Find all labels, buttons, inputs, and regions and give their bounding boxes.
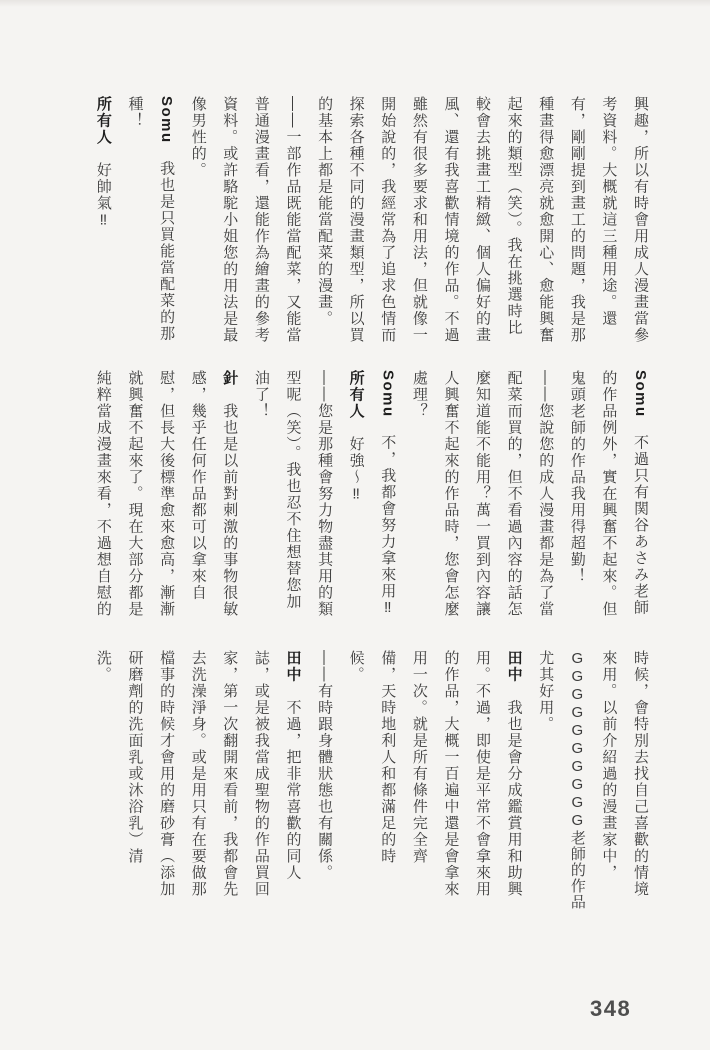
text-column: 種畫得愈漂亮就愈開心、愈能興奮	[537, 96, 555, 344]
text-column: 開始說的，我經常為了追求色情而	[379, 96, 397, 344]
text-column: 就興奮不起來了。現在大部分都是	[126, 370, 144, 618]
dialogue-column: Somu 我也是只買能當配菜的那	[158, 96, 176, 342]
text-column: 檔事的時候才會用的磨砂膏（添加	[158, 650, 176, 898]
text-column: 時候，會特別去找自己喜歡的情境	[632, 650, 649, 898]
page-top-scan-edge	[0, 0, 710, 7]
text-column: 型呢（笑）。我也忍不住想替您加	[284, 370, 302, 610]
dialogue-column: 針 我也是以前對刺激的事物很敏	[221, 370, 239, 618]
text-column: 慰，但長大後標準愈來愈高，漸漸	[158, 370, 176, 618]
text-column: 去洗澡淨身。或是用只有在要做那	[189, 650, 207, 898]
text-column: 鬼頭老師的作品我用得超勤！	[568, 370, 586, 585]
speaker-label: 所有人	[347, 370, 365, 420]
page-number: 348	[590, 996, 632, 1021]
text-column: 的作品，大概一百遍中還是會拿來	[442, 650, 460, 898]
speaker-label: Somu	[158, 96, 176, 144]
text-column: 用。不過，即使是平常不會拿來用	[474, 650, 492, 898]
text-column: 興趣，所以有時會用成人漫畫當參	[632, 96, 649, 344]
text-column: 用一次。就是所有條件完全齊	[410, 650, 428, 865]
speaker-label: 所有人	[94, 96, 112, 146]
text-band-bottom	[87, 650, 656, 910]
speaker-label: Somu	[379, 370, 397, 418]
text-column: ——一部作品既能當配菜，又能當	[284, 96, 302, 344]
text-column: 候。	[347, 650, 365, 683]
text-column: 雖然有很多要求和用法，但就像一	[410, 96, 428, 344]
dialogue-column: 田中 我也是會分成鑑賞用和助興	[505, 650, 523, 898]
text-column: 考資料。大概就這三種用途。還	[600, 96, 618, 327]
text-column: 尤其好用。	[537, 650, 555, 733]
dialogue-column: 田中 不過，把非常喜歡的同人	[284, 650, 302, 881]
text-column: 普通漫畫看，還能作為繪畫的參考	[252, 96, 270, 344]
text-column: 探索各種不同的漫畫類型，所以買	[347, 96, 365, 344]
text-column: 起來的類型（笑）。我在挑選時比	[505, 96, 523, 336]
dialogue-column: 所有人 好強～‼	[347, 370, 365, 504]
speaker-label: 針	[221, 370, 239, 387]
dialogue-column: Somu 不過只有関谷あさみ老師	[632, 370, 649, 616]
text-column: 研磨劑的洗面乳或沐浴乳）清	[126, 650, 144, 865]
text-band-middle	[87, 370, 656, 622]
text-column: 油了！	[252, 370, 270, 420]
text-column: 麼知道能不能用？萬一買到內容讓	[474, 370, 492, 618]
text-column: 家，第一次翻開來看前，我都會先	[221, 650, 239, 898]
text-column: ——您是那種會努力物盡其用的類	[316, 370, 334, 618]
text-column: 來用。以前介紹過的漫畫家中，	[600, 650, 618, 881]
text-column: ——您說您的成人漫畫都是為了當	[537, 370, 555, 618]
text-column: 配菜而買的，但不看過內容的話怎	[505, 370, 523, 618]
text-column: GGGGGGGGGG老師的作品	[568, 650, 586, 910]
speaker-label: Somu	[632, 370, 649, 418]
text-column: 風、還有我喜歡情境的作品。不過	[442, 96, 460, 344]
text-column: 種！	[126, 96, 144, 129]
text-column: 處理？	[410, 370, 428, 420]
text-column: 的基本上都是能當配菜的漫畫。	[316, 96, 334, 327]
text-column: 洗。	[94, 650, 112, 683]
text-column: ——有時跟身體狀態也有關係。	[316, 650, 334, 881]
text-column: 較會去挑畫工精緻、個人偏好的畫	[474, 96, 492, 344]
text-column: 資料。或許駱駝小姐您的用法是最	[221, 96, 239, 344]
text-column: 人興奮不起來的作品時，您會怎麼	[442, 370, 460, 618]
speaker-label: 田中	[284, 650, 302, 683]
dialogue-column: 所有人 好帥氣‼	[94, 96, 112, 230]
text-column: 純粹當成漫畫來看，不過想自慰的	[94, 370, 112, 618]
text-column: 有，剛剛提到畫工的問題，我是那	[568, 96, 586, 344]
speaker-label: 田中	[505, 650, 523, 683]
text-band-top	[87, 96, 656, 348]
dialogue-column: Somu 不，我都會努力拿來用‼	[379, 370, 397, 618]
text-column: 誌，或是被我當成聖物的作品買回	[252, 650, 270, 898]
text-column: 像男性的。	[189, 96, 207, 179]
text-column: 的作品例外，實在興奮不起來。但	[600, 370, 618, 618]
text-column: 備，天時地利人和都滿足的時	[379, 650, 397, 865]
text-column: 感，幾乎任何作品都可以拿來自	[189, 370, 207, 601]
